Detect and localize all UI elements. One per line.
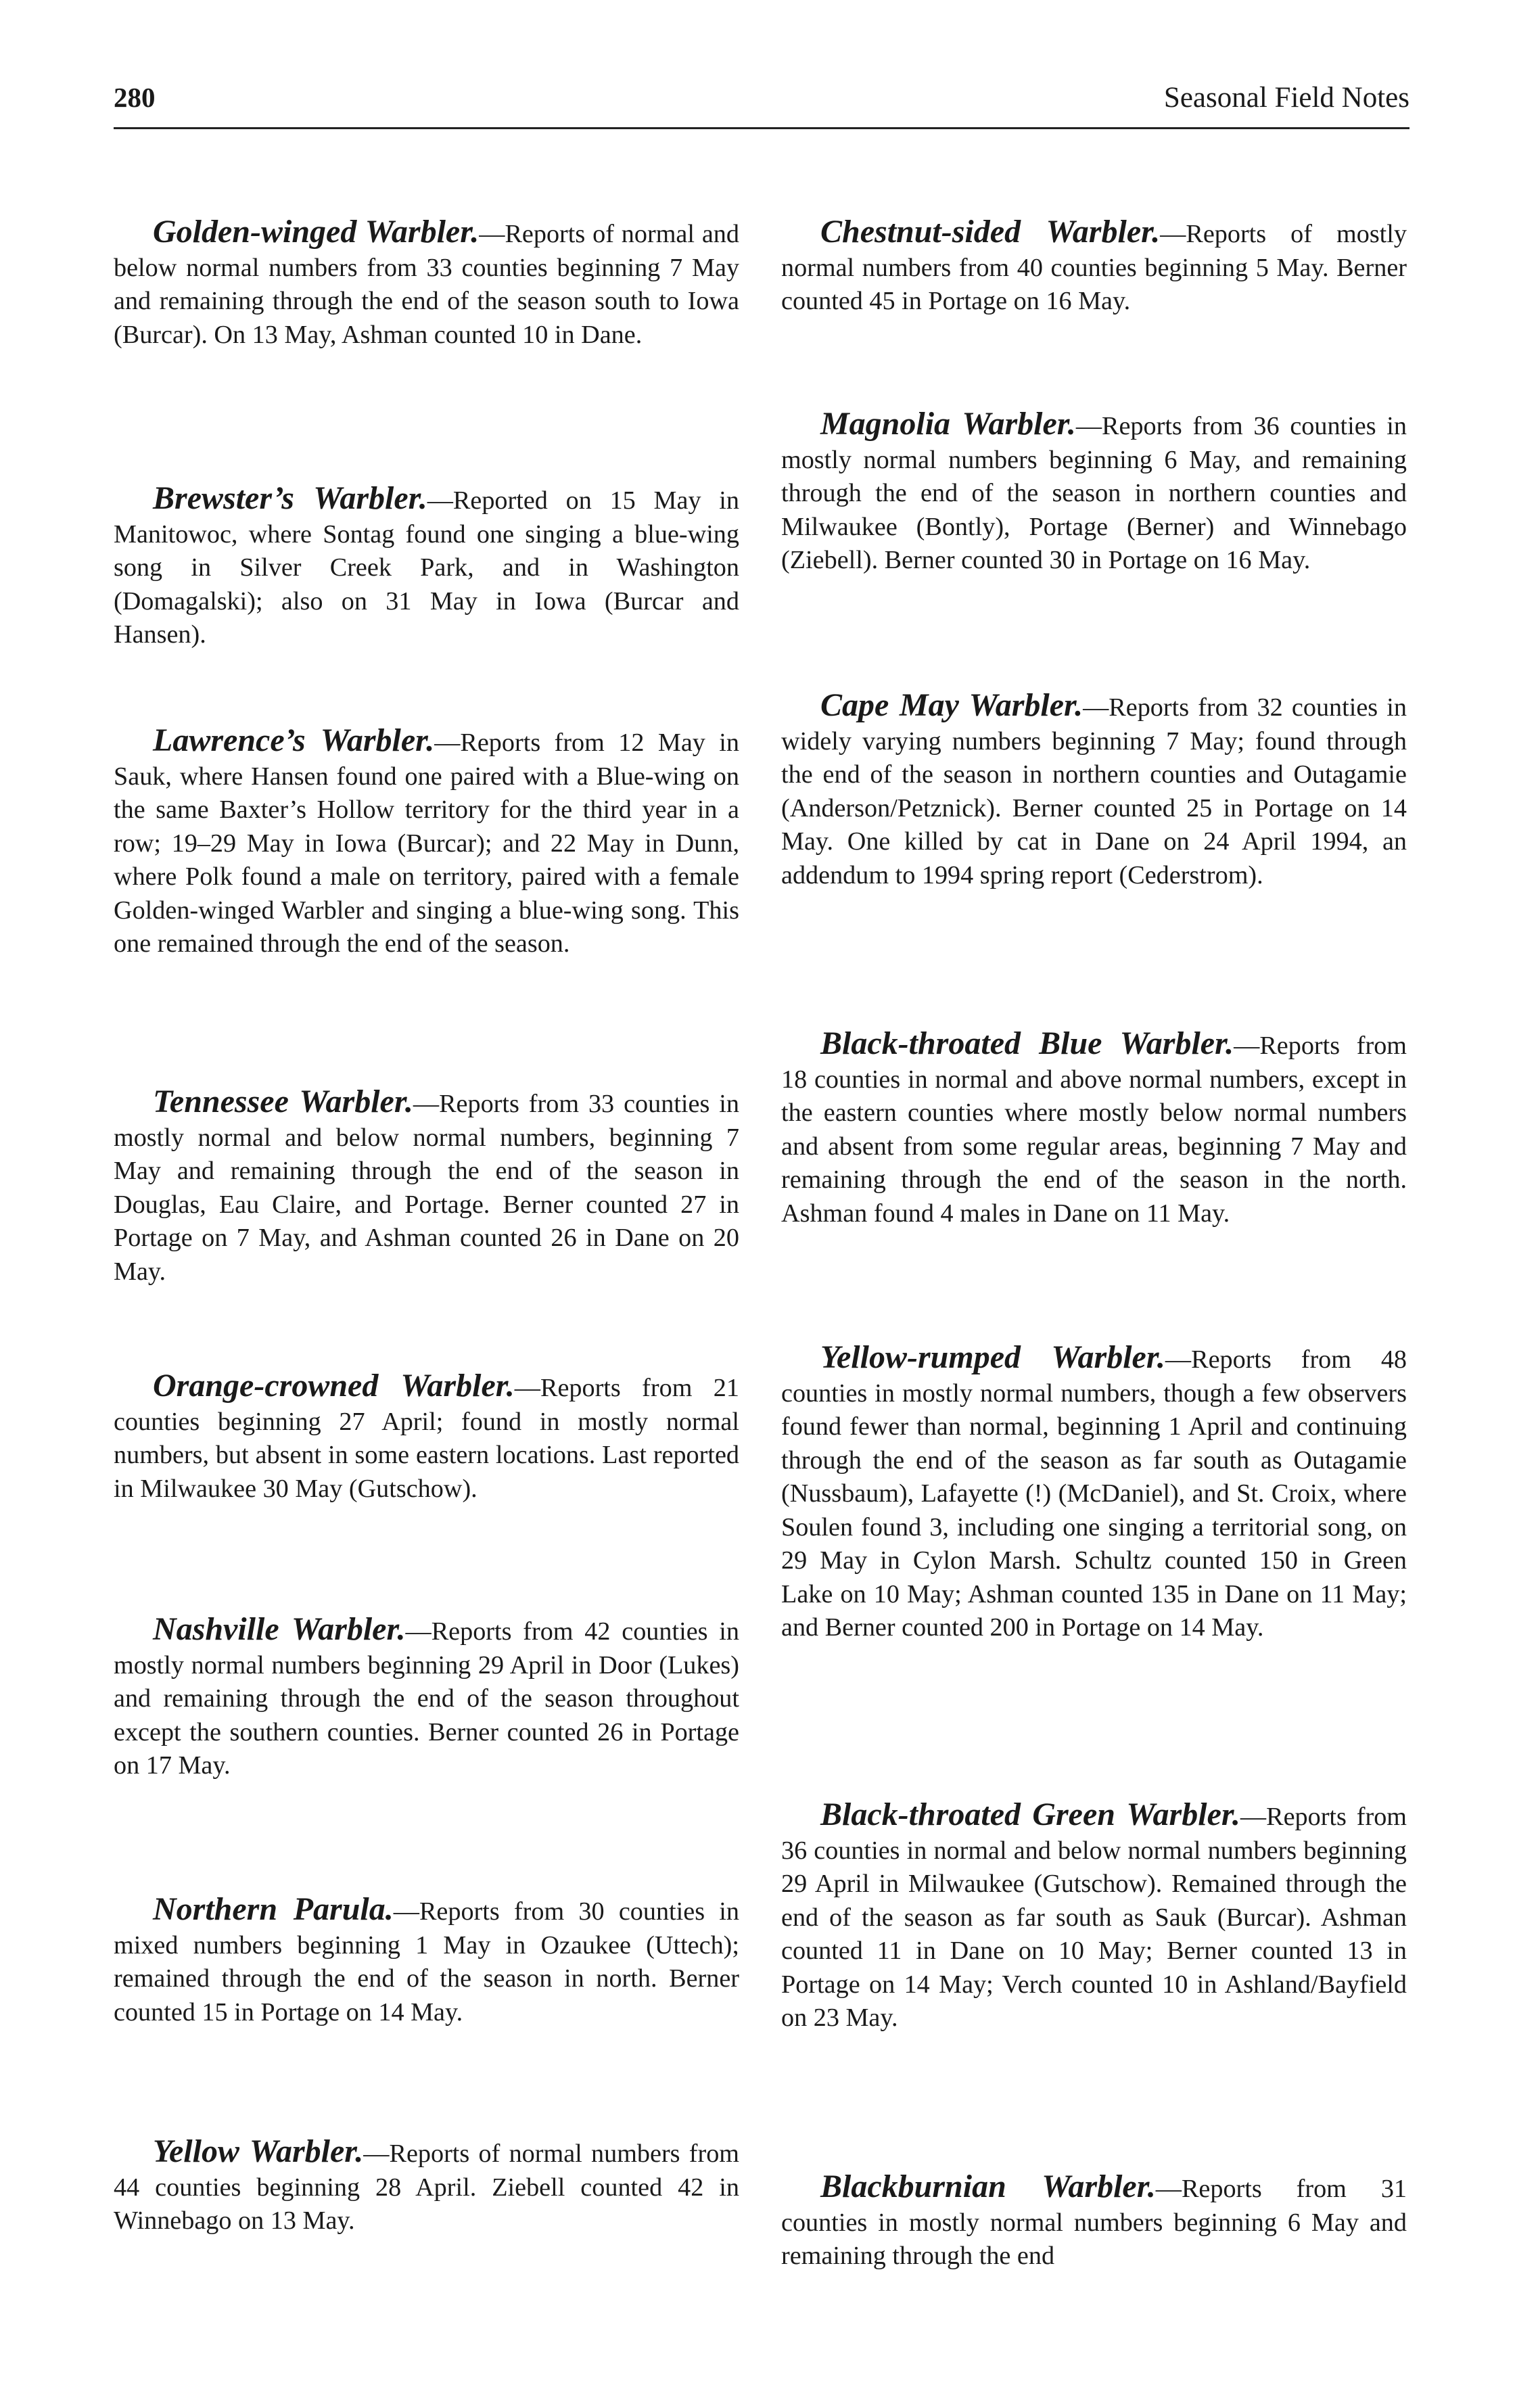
species-entry-golden-winged-warbler: [114, 215, 739, 352]
species-account: —Reports of mostly normal numbers from 40 counties beginning 5 May. Berner counted 45 in Portage on 16 May.: [781, 220, 1407, 315]
species-account: —Reports from 18 counties in normal and above normal numbers, except in the eastern counties where mostly below normal numbers and absent from some regular areas, beginning 7 May and remaining through the end of the season in the north. Ashman found 4 males in Dane on 11 May.: [781, 1032, 1407, 1228]
species-account: —Reports from 36 counties in normal and below normal numbers beginning 29 April in Milwaukee (Gutschow). Remained through the end of the season as far south as Sauk (Burcar). Ashman counted 11 in Dane on 10 May; Berner counted 13 in Portage on 14 May; Verch counted 10 in Ashland/Bayfield on 23 May.: [781, 1803, 1407, 2032]
species-account: —Reports from 21 counties beginning 27 April; found in mostly normal numbers, but absent in some eastern locations. Last reported in Milwaukee 30 May (Gutschow).: [114, 1374, 739, 1503]
species-name: Golden-winged Warbler.: [153, 214, 480, 250]
species-entry-black-throated-green-warbler: [781, 1798, 1407, 2035]
species-name: Yellow Warbler.: [153, 2133, 364, 2169]
species-name: Black-throated Blue Warbler.: [820, 1025, 1234, 1061]
species-name: Black-throated Green Warbler.: [820, 1797, 1240, 1832]
species-name: Chestnut-sided Warbler.: [820, 214, 1161, 250]
species-account: —Reports from 32 counties in widely varying numbers beginning 7 May; found through the end of the season in northern counties and Outagamie (Anderson/Petznick). Berner counted 25 in Portage on 14 May. One killed by cat in Dane on 24 April 1994, an addendum to 1994 spring report (Cederstrom).: [781, 693, 1407, 889]
species-account: —Reports of normal and below normal numbers from 33 counties beginning 7 May and remaining through the end of the season south to Iowa (Burcar). On 13 May, Ashman counted 10 in Dane.: [114, 220, 739, 349]
species-name: Northern Parula.: [153, 1891, 394, 1927]
species-entry-lawrences-warbler: [114, 724, 739, 961]
species-name: Magnolia Warbler.: [820, 406, 1076, 442]
species-account: —Reports from 42 counties in mostly normal numbers beginning 29 April in Door (Lukes) and remaining through the end of the season throughout except the southern counties. Berner counted 26 in Portage on 17 May.: [114, 1617, 739, 1780]
running-title: Seasonal Field Notes: [1163, 82, 1409, 114]
species-name: Tennessee Warbler.: [153, 1084, 413, 1119]
species-account: —Reports from 48 counties in mostly normal numbers, though a few observers found fewer than normal, beginning 1 April and continuing through the end of the season as far south as Outagamie (Nussbaum), Lafayette (!) (McDaniel), and St. Croix, where Soulen found 3, including one singing a territorial song, on 29 May in Cylon Marsh. Schultz counted 150 in Green Lake on 10 May; Ashman counted 135 in Dane on 11 May; and Berner counted 200 in Portage on 14 May.: [781, 1345, 1407, 1642]
species-account: —Reports of normal numbers from 44 counties beginning 28 April. Ziebell counted 42 in Winnebago on 13 May.: [114, 2139, 739, 2235]
species-account: —Reports from 36 counties in mostly normal numbers beginning 6 May, and remaining through the end of the season in northern counties and Milwaukee (Bontly), Portage (Berner) and Winnebago (Ziebell). Berner counted 30 in Portage on 16 May.: [781, 412, 1407, 574]
species-entry-northern-parula: [114, 1893, 739, 2029]
species-entry-tennessee-warbler: [114, 1085, 739, 1289]
species-name: Nashville Warbler.: [153, 1611, 406, 1647]
species-account: —Reported on 15 May in Manitowoc, where Sontag found one singing a blue-wing song in Silver Creek Park, and in Washington (Domagalski); also on 31 May in Iowa (Burcar and Hansen).: [114, 486, 739, 649]
species-name: Blackburnian Warbler.: [820, 2169, 1156, 2204]
species-name: Yellow-rumped Warbler.: [820, 1339, 1165, 1375]
species-name: Lawrence’s Warbler.: [153, 722, 435, 758]
species-entry-brewsters-warbler: [114, 482, 739, 652]
species-name: Orange-crowned Warbler.: [153, 1368, 515, 1404]
species-account: —Reports from 33 counties in mostly normal and below normal numbers, beginning 7 May and remaining through the end of the season in Douglas, Eau Claire, and Portage. Berner counted 27 in Portage on 7 May, and Ashman counted 26 in Dane on 20 May.: [114, 1090, 739, 1286]
species-entry-black-throated-blue-warbler: [781, 1027, 1407, 1230]
page-header: [114, 80, 1409, 129]
species-entry-chestnut-sided-warbler: [781, 215, 1407, 319]
species-entry-cape-may-warbler: [781, 689, 1407, 892]
page-number: 280: [114, 82, 156, 113]
species-entry-yellow-warbler: [114, 2135, 739, 2238]
species-entry-orange-crowned-warbler: [114, 1369, 739, 1506]
species-name: Brewster’s Warbler.: [153, 480, 427, 516]
species-name: Cape May Warbler.: [820, 687, 1083, 723]
species-account: —Reports from 31 counties in mostly normal numbers beginning 6 May and remaining through the end: [781, 2175, 1407, 2270]
species-entry-nashville-warbler: [114, 1613, 739, 1783]
species-account: —Reports from 30 counties in mixed numbers beginning 1 May in Ozaukee (Uttech); remained through the end of the season in north. Berner counted 15 in Portage on 14 May.: [114, 1897, 739, 2027]
species-entry-blackburnian-warbler: [781, 2170, 1407, 2273]
species-account: —Reports from 12 May in Sauk, where Hansen found one paired with a Blue-wing on the same Baxter’s Hollow territory for the third year in a row; 19–29 May in Iowa (Burcar); and 22 May in Dunn, where Polk found a male on territory, paired with a female Golden-winged Warbler and singing a blue-wing song. This one remained through the end of the season.: [114, 728, 739, 958]
species-entry-yellow-rumped-warbler: [781, 1341, 1407, 1645]
species-entry-magnolia-warbler: [781, 407, 1407, 578]
